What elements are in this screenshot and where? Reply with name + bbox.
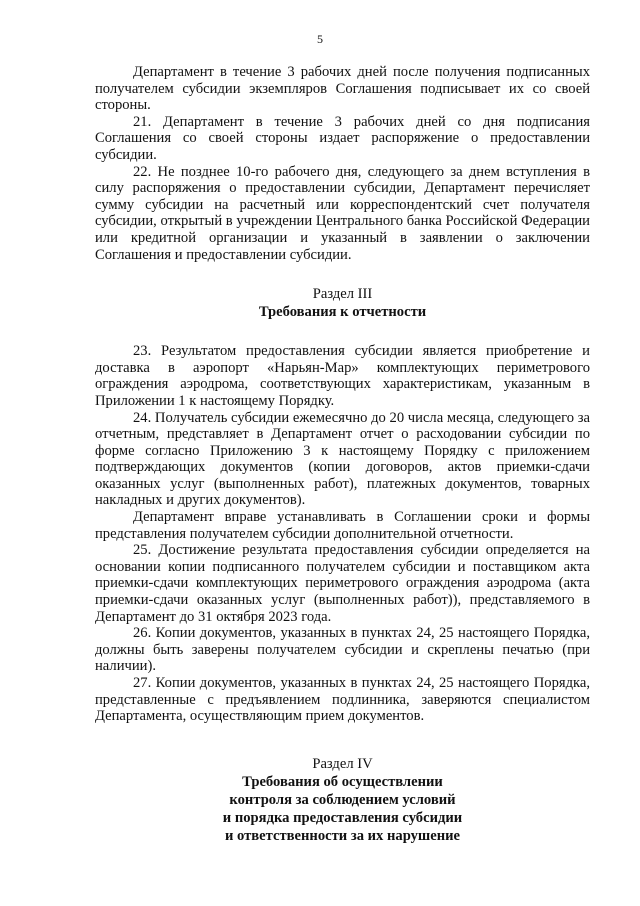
document-body xyxy=(95,64,590,845)
paragraph-23: 23. Результатом предоставления субсидии является приобретение и доставка в аэропорт «Нарьян-Мар» комплектующих периметрового ограждения аэродрома, соответствующих характеристикам, указанным в Приложении 1 к настоящему Порядку. xyxy=(95,343,590,409)
page-number: 5 xyxy=(317,32,323,46)
section-4-heading-line: и ответственности за их нарушение xyxy=(224,827,461,844)
paragraph-24-extra: Департамент вправе устанавливать в Соглашении сроки и формы представления получателем субсидии дополнительной отчетности. xyxy=(95,509,590,542)
paragraph-24: 24. Получатель субсидии ежемесячно до 20 числа месяца, следующего за отчетным, представляет в Департамент отчет о расходовании субсидии по форме согласно Приложению 3 к настоящему Порядку с приложением подтверждающих документов (копии договоров, актов приемки-сдачи оказанных услуг (выполненных работ), платежных документов, товарных накладных и других документов). xyxy=(95,409,590,509)
section-4-heading-line: Требования об осуществлении xyxy=(242,773,443,790)
section-4-heading-line: контроля за соблюдением условий xyxy=(229,791,456,808)
paragraph-25: 25. Достижение результата предоставления субсидии определяется на основании копии подписанного получателем субсидии и поставщиком акта приемки-сдачи комплектующих периметрового ограждения аэродрома (акта приемки-сдачи оказанных услуг (выполненных работ)), представляемого в Департамент до 31 октября 2023 года. xyxy=(95,542,590,625)
section-3-heading: Требования к отчетности xyxy=(258,304,427,321)
paragraph-22: 22. Не позднее 10-го рабочего дня, следующего за днем вступления в силу распоряжения о предоставлении субсидии, Департамент перечисляет сумму субсидии на расчетный или корреспондентский счет получателя субсидии, открытый в учреждении Центрального банка Российской Федерации или кредитной организации и указанный в заявлении о заключении Соглашения и предоставлении субсидии. xyxy=(95,163,590,263)
paragraph: Департамент в течение 3 рабочих дней после получения подписанных получателем субсидии экземпляров Соглашения подписывает их со своей стороны. xyxy=(95,64,590,114)
section-4-label: Раздел IV xyxy=(312,755,373,772)
paragraph-21: 21. Департамент в течение 3 рабочих дней со дня подписания Соглашения со своей стороны издает распоряжение о предоставлении субсидии. xyxy=(95,113,590,163)
section-4-heading-line: и порядка предоставления субсидии xyxy=(222,809,463,826)
paragraph-27: 27. Копии документов, указанных в пунктах 24, 25 настоящего Порядка, представленные с предъявлением подлинника, заверяются специалистом Департамента, осуществляющим прием документов. xyxy=(95,675,590,725)
paragraph-26: 26. Копии документов, указанных в пунктах 24, 25 настоящего Порядка, должны быть заверены получателем субсидии и скреплены печатью (при наличии). xyxy=(95,625,590,675)
section-3-label: Раздел III xyxy=(312,286,373,303)
